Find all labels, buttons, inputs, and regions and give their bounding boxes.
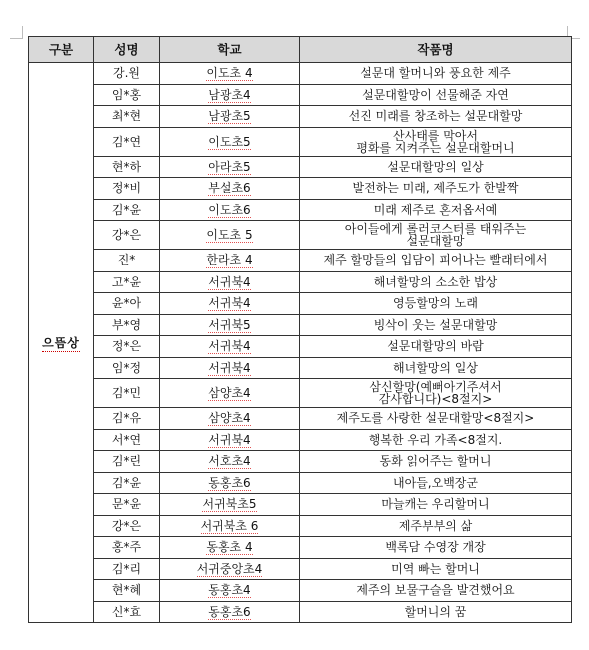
school-cell <box>160 515 300 537</box>
header-category: 구분 <box>29 37 94 63</box>
student-name-cell <box>94 271 160 293</box>
artwork-title-text: 마늘캐는 우리할머니 <box>381 497 490 512</box>
school-text: 서귀북4 <box>208 274 251 289</box>
student-name-text: 김*윤 <box>111 202 142 217</box>
artwork-title-text: 발전하는 미래, 제주도가 한발짝 <box>352 181 519 196</box>
artwork-title-text: 설문대할망이 선물해준 자연 <box>362 87 509 102</box>
table-row <box>29 199 572 221</box>
artwork-title-cell <box>300 515 572 537</box>
school-cell <box>160 199 300 221</box>
student-name-cell <box>94 127 160 156</box>
student-name-text: 부*영 <box>111 317 142 332</box>
table-row <box>29 515 572 537</box>
student-name-text: 강*은 <box>111 518 142 533</box>
student-name-cell <box>94 156 160 178</box>
student-name-text: 김*윤 <box>111 475 142 490</box>
student-name-cell <box>94 558 160 580</box>
school-text: 아라초5 <box>208 159 251 174</box>
school-cell <box>160 601 300 623</box>
student-name-text: 현*혜 <box>111 583 142 598</box>
school-cell <box>160 451 300 473</box>
school-text: 서귀북초 6 <box>200 518 259 533</box>
artwork-title-cell <box>300 379 572 408</box>
artwork-title-text: 제주부부의 삶 <box>398 518 473 533</box>
student-name-text: 김*리 <box>111 561 142 576</box>
school-text: 남광초4 <box>208 87 251 102</box>
student-name-text: 김*민 <box>111 386 142 400</box>
table-row <box>29 472 572 494</box>
table-row <box>29 156 572 178</box>
artwork-title-cell <box>300 314 572 336</box>
school-cell <box>160 250 300 272</box>
student-name-text: 윤*아 <box>111 296 142 311</box>
school-text: 부설초6 <box>208 181 251 196</box>
student-name-cell <box>94 314 160 336</box>
table-row <box>29 293 572 315</box>
artwork-title-cell <box>300 271 572 293</box>
header-row <box>29 37 572 63</box>
artwork-title-text: 영등할망의 노래 <box>393 296 478 311</box>
school-cell <box>160 472 300 494</box>
school-cell <box>160 63 300 85</box>
artwork-title-text: 산사태를 막아서 평화를 지켜주는 설문대할머니 <box>356 128 515 155</box>
artwork-title-cell <box>300 580 572 602</box>
artwork-title-text: 설문대 할머니와 풍요한 제주 <box>360 66 511 81</box>
student-name-text: 최*현 <box>111 109 142 124</box>
school-cell <box>160 221 300 250</box>
artwork-title-cell <box>300 250 572 272</box>
artwork-title-cell <box>300 199 572 221</box>
school-cell <box>160 271 300 293</box>
table-row <box>29 408 572 430</box>
table-row <box>29 221 572 250</box>
table-row <box>29 127 572 156</box>
student-name-text: 임*홍 <box>111 87 142 102</box>
table-row <box>29 84 572 106</box>
school-text: 이도초5 <box>208 134 251 149</box>
artwork-title-cell <box>300 357 572 379</box>
school-text: 한라초 4 <box>206 253 253 268</box>
student-name-text: 정*은 <box>111 339 142 354</box>
artwork-title-cell <box>300 156 572 178</box>
table-row <box>29 336 572 358</box>
school-text: 남광초5 <box>208 109 251 124</box>
artwork-title-text: 빙삭이 웃는 설문대할망 <box>373 317 498 332</box>
table-row <box>29 379 572 408</box>
school-text: 서귀북4 <box>208 432 251 447</box>
student-name-cell <box>94 408 160 430</box>
school-cell <box>160 357 300 379</box>
student-name-cell <box>94 515 160 537</box>
artwork-title-text: 할머니의 꿈 <box>404 604 467 619</box>
school-cell <box>160 84 300 106</box>
school-cell <box>160 127 300 156</box>
student-name-cell <box>94 63 160 85</box>
school-text: 삼양초4 <box>208 411 251 426</box>
school-text: 서호초4 <box>208 454 251 469</box>
student-name-cell <box>94 221 160 250</box>
artwork-title-text: 선진 미래를 창조하는 설문대할망 <box>348 109 523 124</box>
student-name-cell <box>94 472 160 494</box>
table-row <box>29 250 572 272</box>
school-cell <box>160 429 300 451</box>
artwork-title-text: 해녀할망의 소소한 밥상 <box>373 274 498 289</box>
student-name-text: 김*린 <box>111 454 142 469</box>
student-name-text: 정*비 <box>111 181 142 196</box>
school-cell <box>160 293 300 315</box>
table-row <box>29 494 572 516</box>
school-cell <box>160 580 300 602</box>
artwork-title-cell <box>300 293 572 315</box>
table-row <box>29 558 572 580</box>
school-cell <box>160 494 300 516</box>
school-cell <box>160 314 300 336</box>
table-row <box>29 178 572 200</box>
student-name-cell <box>94 199 160 221</box>
school-cell <box>160 537 300 559</box>
school-cell <box>160 379 300 408</box>
table-row <box>29 580 572 602</box>
table-row <box>29 63 572 85</box>
student-name-text: 서*연 <box>111 432 142 447</box>
artwork-title-text: 동화 읽어주는 할머니 <box>379 454 492 469</box>
artwork-title-cell <box>300 408 572 430</box>
artwork-title-text: 미역 빠는 할머니 <box>391 561 480 576</box>
student-name-cell <box>94 601 160 623</box>
table-row <box>29 106 572 128</box>
student-name-cell <box>94 84 160 106</box>
table-body <box>29 63 572 623</box>
artwork-title-cell <box>300 221 572 250</box>
artwork-title-text: 삼신할망(예뻐아기주셔서 감사합니다)<8절지> <box>369 380 502 406</box>
crop-mark-left <box>10 26 23 39</box>
school-text: 동홍초6 <box>208 475 251 490</box>
student-name-text: 진* <box>117 253 136 268</box>
student-name-cell <box>94 178 160 200</box>
student-name-cell <box>94 580 160 602</box>
student-name-cell <box>94 537 160 559</box>
student-name-text: 홍*주 <box>111 540 142 555</box>
artwork-title-text: 아이들에게 롤러코스터를 태워주는 설문대할망 <box>344 222 527 248</box>
student-name-cell <box>94 429 160 451</box>
school-text: 서귀북5 <box>208 317 251 332</box>
artwork-title-cell <box>300 472 572 494</box>
award-category-cell <box>29 63 94 623</box>
artwork-title-cell <box>300 178 572 200</box>
table-row <box>29 271 572 293</box>
school-cell <box>160 336 300 358</box>
student-name-cell <box>94 357 160 379</box>
artwork-title-text: 제주의 보물구슬을 발견했어요 <box>356 583 515 598</box>
school-text: 이도초6 <box>208 202 251 217</box>
student-name-cell <box>94 336 160 358</box>
artwork-title-text: 내아들,오백장군 <box>393 475 478 490</box>
artwork-title-cell <box>300 336 572 358</box>
artwork-title-text: 제주도를 사랑한 설문대할망<8절지> <box>336 411 535 426</box>
artwork-title-cell <box>300 106 572 128</box>
school-text: 이도초 4 <box>206 66 253 81</box>
student-name-text: 김*연 <box>111 134 142 149</box>
school-text: 서귀북4 <box>208 339 251 354</box>
student-name-text: 임*정 <box>111 360 142 375</box>
header-title: 작품명 <box>300 37 572 63</box>
school-text: 서귀북초5 <box>202 497 257 512</box>
student-name-text: 현*하 <box>111 159 142 174</box>
school-cell <box>160 156 300 178</box>
school-text: 이도초 5 <box>206 228 253 242</box>
student-name-text: 신*효 <box>111 604 142 619</box>
school-text: 서귀중앙초4 <box>196 561 263 576</box>
award-category-label: 으뜸상 <box>42 335 80 350</box>
school-cell <box>160 558 300 580</box>
school-cell <box>160 106 300 128</box>
artwork-title-text: 제주 할망들의 입담이 피어나는 빨래터에서 <box>323 253 548 268</box>
table-row <box>29 601 572 623</box>
student-name-text: 강.원 <box>113 66 140 81</box>
artwork-title-cell <box>300 494 572 516</box>
artwork-title-cell <box>300 127 572 156</box>
school-text: 서귀북4 <box>208 360 251 375</box>
student-name-text: 고*윤 <box>111 274 142 289</box>
artwork-title-cell <box>300 84 572 106</box>
school-cell <box>160 408 300 430</box>
student-name-cell <box>94 106 160 128</box>
school-text: 삼양초4 <box>208 386 251 400</box>
school-text: 동홍초4 <box>208 583 251 598</box>
table-row <box>29 357 572 379</box>
school-cell <box>160 178 300 200</box>
artwork-title-text: 설문대할망의 일상 <box>387 159 484 174</box>
artwork-title-cell <box>300 558 572 580</box>
table-row <box>29 429 572 451</box>
student-name-cell <box>94 379 160 408</box>
student-name-cell <box>94 494 160 516</box>
artwork-title-text: 미래 제주로 혼저옵서예 <box>373 202 498 217</box>
student-name-text: 문*윤 <box>111 497 142 512</box>
artwork-title-cell <box>300 537 572 559</box>
student-name-text: 김*유 <box>111 411 142 426</box>
artwork-title-text: 행복한 우리 가족<8절지. <box>368 432 503 447</box>
header-school: 학교 <box>160 37 300 63</box>
school-text: 동홍초6 <box>208 604 251 619</box>
student-name-text: 강*은 <box>111 228 142 242</box>
artwork-title-cell <box>300 451 572 473</box>
school-text: 동홍초 4 <box>206 540 253 555</box>
artwork-title-text: 해녀할망의 일상 <box>393 360 478 375</box>
artwork-title-cell <box>300 63 572 85</box>
table-row <box>29 537 572 559</box>
artwork-title-text: 설문대할망의 바람 <box>387 339 484 354</box>
student-name-cell <box>94 451 160 473</box>
artwork-title-cell <box>300 601 572 623</box>
award-table <box>28 36 572 623</box>
school-text: 서귀북4 <box>208 296 251 311</box>
table-row <box>29 314 572 336</box>
header-name: 성명 <box>94 37 160 63</box>
table-row <box>29 451 572 473</box>
artwork-title-text: 백록담 수영장 개장 <box>385 540 486 555</box>
student-name-cell <box>94 250 160 272</box>
student-name-cell <box>94 293 160 315</box>
artwork-title-cell <box>300 429 572 451</box>
